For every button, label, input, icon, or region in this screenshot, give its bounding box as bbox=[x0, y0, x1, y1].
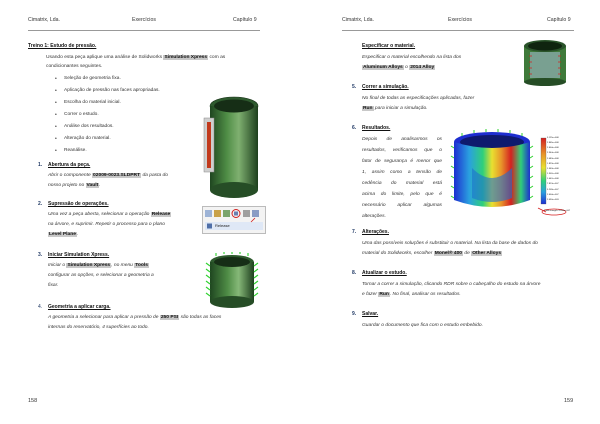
header-company: Cimatrix, Lda. bbox=[28, 17, 60, 23]
tank-part-image bbox=[198, 92, 264, 202]
exercise-title: Treino 1: Estudo de pressão. bbox=[28, 43, 97, 49]
bullet-item: • Correr o estudo. bbox=[64, 112, 99, 117]
step-number: 4. bbox=[38, 304, 43, 310]
step-3-line-3: fixar. bbox=[48, 283, 59, 288]
header-company: Cimatrix, Lda. bbox=[342, 17, 374, 23]
tank-fixture-image bbox=[200, 252, 262, 310]
step-title: Abertura da peça. bbox=[48, 162, 91, 168]
step-number: 5. bbox=[352, 84, 357, 90]
step-8-line-1: Tornar a correr a simulação, clicando RDR sobre o cabeçalho do estudo na árvore bbox=[362, 282, 541, 287]
step-number: 7. bbox=[352, 229, 357, 235]
results-line: alterações. bbox=[362, 214, 386, 219]
step-1-line-2: nosso projeto no Vault. bbox=[48, 183, 101, 188]
header-chapter: Capítulo 9 bbox=[547, 17, 571, 23]
step-title: Correr a simulação. bbox=[362, 84, 409, 90]
step-8-line-2: e fazer Run. No final, analisar os resultados. bbox=[362, 292, 461, 297]
step-2-line-2: na árvore, e suprimir. Repetir o processo para o plano bbox=[48, 222, 165, 227]
step-title: Atualizar o estudo. bbox=[362, 270, 407, 276]
yield-strength-label: Yield strength: 9.650e+007 bbox=[544, 210, 571, 212]
step-2-line-3: Level Plane. bbox=[49, 232, 79, 237]
step-number: 9. bbox=[352, 311, 357, 317]
results-line: 1, assim como a tensão de bbox=[362, 170, 442, 175]
step-title: Salvar. bbox=[362, 311, 379, 317]
step-title: Especificar o material. bbox=[362, 43, 416, 49]
results-line: resultados, verificamos que o bbox=[362, 148, 442, 153]
step-title: Supressão de operações. bbox=[48, 201, 109, 207]
bullet-item: • Alteração do material. bbox=[64, 136, 111, 141]
results-line: cedência do material está bbox=[362, 181, 442, 186]
stress-result-image bbox=[450, 128, 574, 220]
step-4b-line-1: Especificar o material escolhendo na lista dos bbox=[362, 55, 462, 60]
results-line: necessário aplicar algumas bbox=[362, 203, 442, 208]
results-line: acima do limite, pelo que é bbox=[362, 192, 442, 197]
step-number: 6. bbox=[352, 125, 357, 131]
header-rule bbox=[28, 30, 260, 31]
step-1-line-1: Abrir o componente 02009-0023.SLDPRT da pasta do bbox=[48, 173, 168, 178]
results-line: Depois de analisarmos os bbox=[362, 137, 442, 142]
step-number: 3. bbox=[38, 252, 43, 258]
header-section: Exercícios bbox=[448, 17, 472, 23]
step-5-line-1: No final de todas as especificações aplicadas, fazer bbox=[362, 96, 475, 101]
step-5-line-2: Run para iniciar a simulação. bbox=[363, 106, 428, 111]
step-title: Geometria a aplicar carga. bbox=[48, 304, 111, 310]
bullet-item: • Aplicação de pressão nas faces apropriadas. bbox=[64, 88, 160, 93]
page-number: 158 bbox=[28, 398, 38, 404]
stress-legend-ticks: 3.125e+008 2.865e+008 2.604e+008 2.344e+008 2.083e+008 1.823e+008 1.563e+008 1.302e+008 1.042e+008 7.813e+007 5.209e+007 2.604e+007 2.450e+003 bbox=[547, 137, 559, 201]
step-7-line-1: Uma das possíveis soluções é substituir o material. Na lista da base de dados do bbox=[362, 241, 538, 246]
step-4-line-1: A geometria a selecionar para aplicar a pressão de 250 PSI são todas as faces bbox=[48, 315, 222, 320]
results-line: fator de segurança é menor que bbox=[362, 159, 442, 164]
intro-line-1: Usando esta peça aplique uma análise de Solidworks Simulation Xpress com as bbox=[46, 55, 226, 60]
release-tree-label: Release bbox=[215, 223, 230, 228]
step-9-line-1: Guardar o documento que fica com o estudo embebido. bbox=[362, 323, 483, 328]
step-3-line-1: Iniciar o Simulation Xpress, no menu Tools bbox=[48, 263, 148, 268]
page-number: 159 bbox=[564, 398, 574, 404]
right-page bbox=[300, 0, 600, 424]
intro-line-2: condicionantes seguintes. bbox=[46, 64, 103, 69]
step-number: 2. bbox=[38, 201, 43, 207]
step-title: Iniciar Simulation Xpress. bbox=[48, 252, 110, 258]
bullet-item: • Análise dos resultados. bbox=[64, 124, 114, 129]
step-number: 8. bbox=[352, 270, 357, 276]
tank-pressure-image bbox=[516, 36, 574, 86]
step-4b-line-2: Aluminum Alloys o 2014 Alloy bbox=[363, 65, 435, 70]
step-7-line-2: material do Solidworks, escolher Monel® 400 de Other Alloys bbox=[362, 251, 502, 256]
bullet-item: • Reanálise. bbox=[64, 148, 87, 153]
toolbar-screenshot bbox=[202, 206, 266, 234]
step-2-line-1: Uma vez a peça aberta, selecionar a operação Release bbox=[48, 212, 171, 217]
step-3-line-2: configurar as opções, e selecionar a geometria a bbox=[48, 273, 154, 278]
step-4-line-2: internas do reservatório, 4 superfícies ao todo. bbox=[48, 325, 149, 330]
header-chapter: Capítulo 9 bbox=[233, 17, 257, 23]
header-section: Exercícios bbox=[132, 17, 156, 23]
step-title: Resultados. bbox=[362, 125, 391, 131]
header-rule bbox=[342, 30, 574, 31]
step-title: Alterações. bbox=[362, 229, 389, 235]
bullet-item: • Escolha do material inicial. bbox=[64, 100, 121, 105]
step-number: 1. bbox=[38, 162, 43, 168]
bullet-item: • Seleção de geometria fixa. bbox=[64, 76, 121, 81]
